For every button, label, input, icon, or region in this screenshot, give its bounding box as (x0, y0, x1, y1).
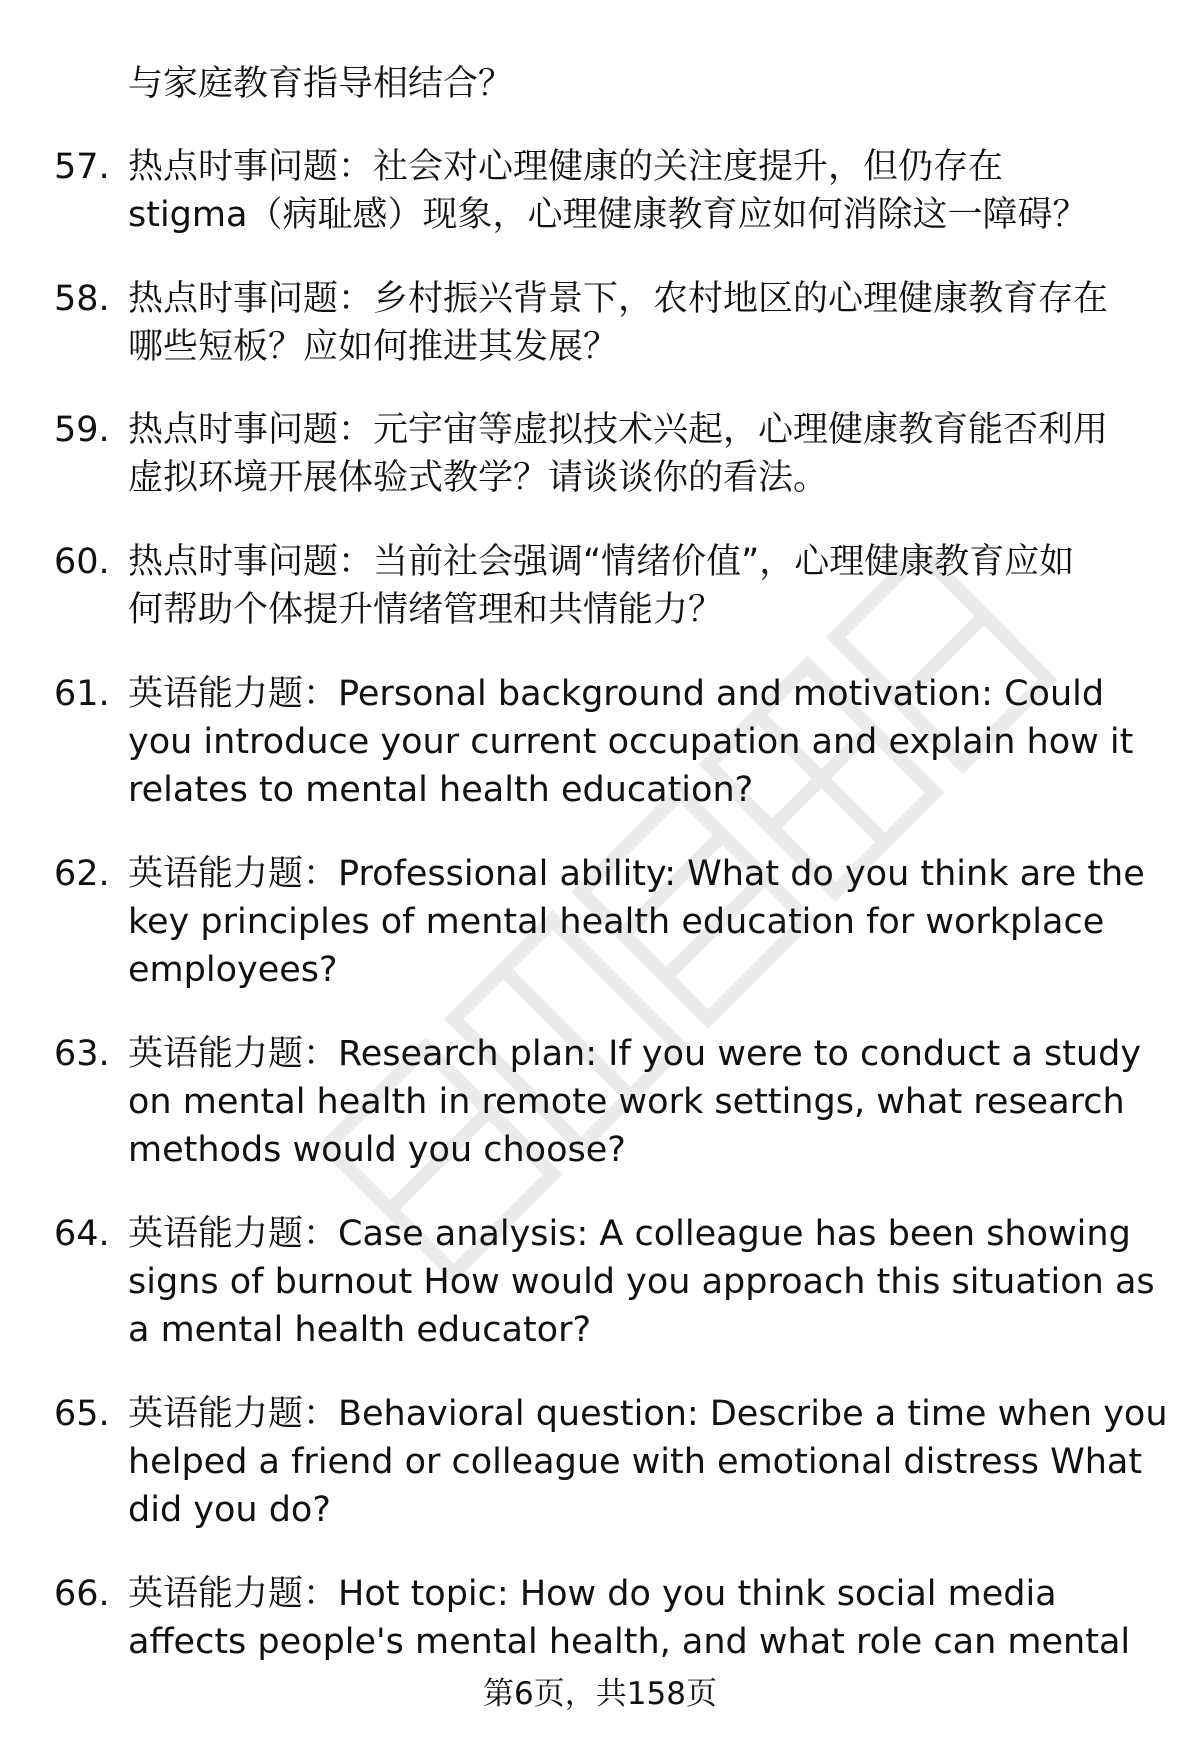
question-text-line: 英语能力题：Behavioral question: Describe a time when you (128, 1394, 1168, 1434)
question-text-line: 热点时事问题：元宇宙等虚拟技术兴起，心理健康教育能否利用 (128, 410, 1109, 450)
continued-question-text: 与家庭教育指导相结合？ (128, 64, 514, 104)
question-number: 64. (54, 1214, 110, 1254)
question-number: 63. (54, 1034, 110, 1074)
question-number: 60. (54, 542, 110, 582)
question-text-line: 英语能力题：Personal background and motivation: Could (128, 674, 1105, 714)
question-number: 65. (54, 1394, 110, 1434)
question-text-line: relates to mental health education? (128, 770, 754, 810)
question-text-line: 热点时事问题：社会对心理健康的关注度提升，但仍存在 (128, 147, 1004, 187)
question-text-line: on mental health in remote work settings, what research (128, 1082, 1125, 1122)
question-text-line: 热点时事问题：当前社会强调“情绪价值”，心理健康教育应如 (128, 542, 1075, 582)
question-text-line: 英语能力题：Professional ability: What do you think are the (128, 854, 1145, 894)
question-text-line: 热点时事问题：乡村振兴背景下，农村地区的心理健康教育存在 (128, 279, 1109, 319)
question-text-line: you introduce your current occupation and explain how it (128, 722, 1134, 762)
question-text-line: 哪些短板？应如何推进其发展？ (128, 327, 619, 367)
question-text-line: did you do? (128, 1490, 331, 1530)
question-text-line: 何帮助个体提升情绪管理和共情能力？ (128, 590, 724, 630)
question-text-line: 英语能力题：Research plan: If you were to conduct a study (128, 1034, 1142, 1074)
question-number: 58. (54, 279, 110, 319)
question-number: 66. (54, 1574, 110, 1614)
question-text-line: employees? (128, 950, 338, 990)
question-text-line: key principles of mental health education for workplace (128, 902, 1105, 942)
question-text-line: methods would you choose? (128, 1130, 626, 1170)
page-number-footer: 第6页，共158页 (483, 1676, 717, 1712)
question-text-line: 虚拟环境开展体验式教学？请谈谈你的看法。 (128, 458, 829, 498)
question-number: 61. (54, 674, 110, 714)
question-number: 57. (54, 147, 110, 187)
question-number: 62. (54, 854, 110, 894)
question-text-line: helped a friend or colleague with emotional distress What (128, 1442, 1143, 1482)
question-text-line: 英语能力题：Case analysis: A colleague has been showing (128, 1214, 1131, 1254)
question-text-line: stigma（病耻感）现象，心理健康教育应如何消除这一障碍？ (128, 195, 1088, 235)
question-text-line: signs of burnout How would you approach this situation as (128, 1262, 1155, 1302)
question-text-line: a mental health educator? (128, 1310, 592, 1350)
question-text-line: affects people's mental health, and what role can mental (128, 1622, 1131, 1662)
question-text-line: 英语能力题：Hot topic: How do you think social media (128, 1574, 1057, 1614)
question-number: 59. (54, 410, 110, 450)
